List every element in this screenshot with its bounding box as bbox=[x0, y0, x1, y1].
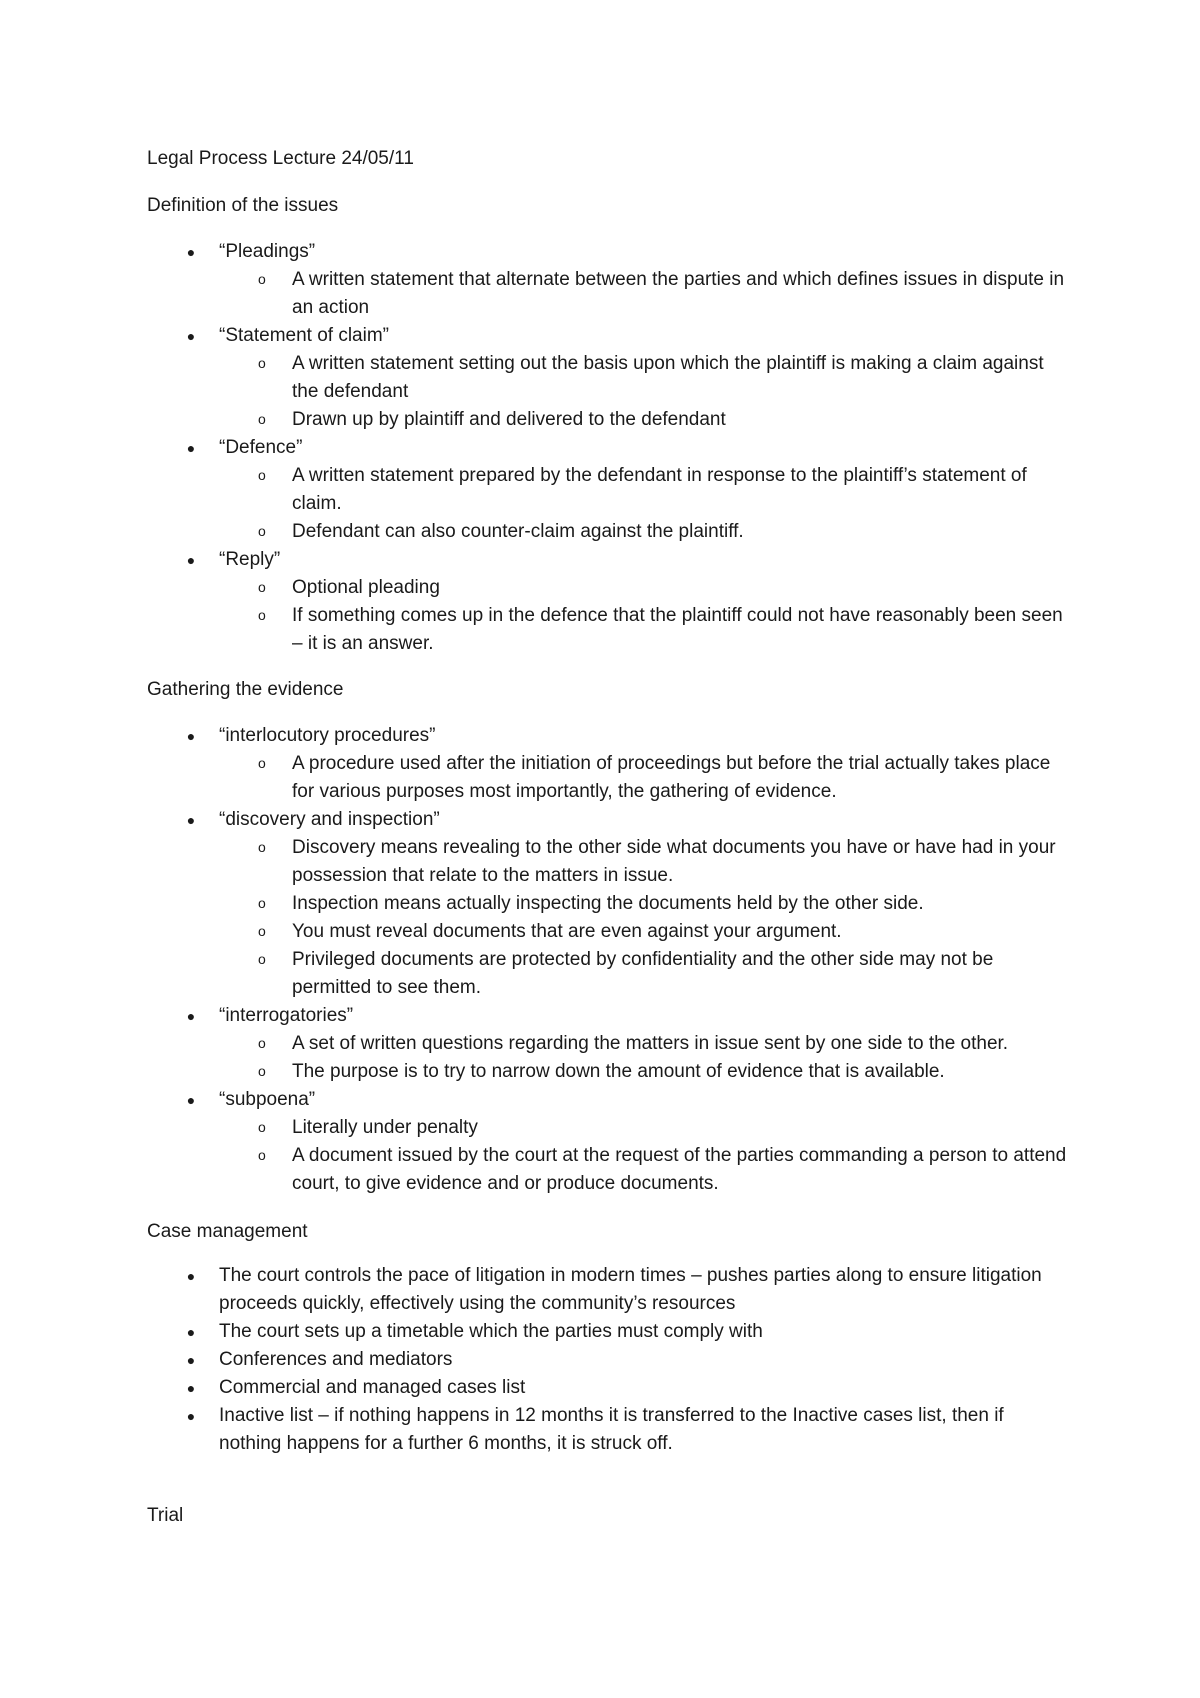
list-item bbox=[0, 1346, 1200, 1374]
circle-bullet-icon: o bbox=[258, 951, 266, 967]
bullet-icon: ● bbox=[186, 440, 196, 456]
bullet-text: The court controls the pace of litigation in modern times – pushes parties along to ensure litigation proceeds quickly, effectively using the community’s resources bbox=[219, 1265, 1042, 1314]
sub-list-item bbox=[0, 1058, 1200, 1086]
sub-list-item bbox=[0, 834, 1200, 890]
sub-item-text: Inspection means actually inspecting the documents held by the other side. bbox=[292, 893, 924, 914]
bullet-row bbox=[0, 1262, 1200, 1318]
sub-item-text: A document issued by the court at the request of the parties commanding a person to attend court, to give evidence and or produce documents. bbox=[292, 1145, 1067, 1194]
bullet-row bbox=[0, 322, 1200, 350]
bullet-row bbox=[0, 546, 1200, 574]
circle-bullet-icon: o bbox=[258, 839, 266, 855]
bullet-icon: ● bbox=[186, 1380, 196, 1396]
section-list bbox=[0, 722, 1200, 1198]
sub-list-item bbox=[0, 266, 1200, 322]
circle-bullet-icon: o bbox=[258, 1035, 266, 1051]
circle-bullet-icon: o bbox=[258, 579, 266, 595]
sub-list bbox=[0, 1030, 1200, 1086]
sub-list-item bbox=[0, 350, 1200, 406]
list-item bbox=[0, 322, 1200, 434]
bullet-text: “Reply” bbox=[219, 549, 281, 570]
sub-item-text: If something comes up in the defence that the plaintiff could not have reasonably been seen – it is an answer. bbox=[292, 605, 1063, 654]
bullet-icon: ● bbox=[186, 1324, 196, 1340]
circle-bullet-icon: o bbox=[258, 895, 266, 911]
bullet-icon: ● bbox=[186, 1408, 196, 1424]
sub-list bbox=[0, 574, 1200, 658]
bullet-row bbox=[0, 434, 1200, 462]
sub-item-text: You must reveal documents that are even against your argument. bbox=[292, 921, 842, 942]
section-heading: Gathering the evidence bbox=[147, 679, 344, 700]
sub-list-item bbox=[0, 1114, 1200, 1142]
circle-bullet-icon: o bbox=[258, 755, 266, 771]
list-item bbox=[0, 722, 1200, 806]
sub-list bbox=[0, 462, 1200, 546]
bullet-icon: ● bbox=[186, 1268, 196, 1284]
sub-list-item bbox=[0, 890, 1200, 918]
list-item bbox=[0, 434, 1200, 546]
list-item bbox=[0, 806, 1200, 1002]
bullet-row bbox=[0, 1086, 1200, 1114]
bullet-text: “interrogatories” bbox=[219, 1005, 354, 1026]
bullet-row bbox=[0, 1318, 1200, 1346]
bullet-icon: ● bbox=[186, 1008, 196, 1024]
list-item bbox=[0, 1086, 1200, 1198]
sub-list-item bbox=[0, 946, 1200, 1002]
bullet-text: Conferences and mediators bbox=[219, 1349, 453, 1370]
section-list bbox=[0, 1262, 1200, 1458]
sub-item-text: Drawn up by plaintiff and delivered to the defendant bbox=[292, 409, 726, 430]
circle-bullet-icon: o bbox=[258, 1147, 266, 1163]
sub-list bbox=[0, 266, 1200, 322]
circle-bullet-icon: o bbox=[258, 923, 266, 939]
bullet-text: “interlocutory procedures” bbox=[219, 725, 436, 746]
bullet-row bbox=[0, 806, 1200, 834]
sub-item-text: Privileged documents are protected by confidentiality and the other side may not be permitted to see them. bbox=[292, 949, 994, 998]
sub-item-text: A procedure used after the initiation of proceedings but before the trial actually takes place for various purposes most importantly, the gathering of evidence. bbox=[292, 753, 1051, 802]
section-heading: Definition of the issues bbox=[147, 195, 339, 216]
bullet-text: “discovery and inspection” bbox=[219, 809, 440, 830]
bullet-icon: ● bbox=[186, 1352, 196, 1368]
bullet-row bbox=[0, 1374, 1200, 1402]
list-item bbox=[0, 546, 1200, 658]
circle-bullet-icon: o bbox=[258, 411, 266, 427]
sub-item-text: A set of written questions regarding the matters in issue sent by one side to the other. bbox=[292, 1033, 1009, 1054]
list-item bbox=[0, 238, 1200, 322]
sub-item-text: The purpose is to try to narrow down the amount of evidence that is available. bbox=[292, 1061, 945, 1082]
bullet-icon: ● bbox=[186, 552, 196, 568]
sub-list-item bbox=[0, 602, 1200, 658]
sub-item-text: A written statement that alternate between the parties and which defines issues in dispute in an action bbox=[292, 269, 1065, 318]
sub-list-item bbox=[0, 1030, 1200, 1058]
list-item bbox=[0, 1318, 1200, 1346]
list-item bbox=[0, 1374, 1200, 1402]
bullet-text: “subpoena” bbox=[219, 1089, 316, 1110]
circle-bullet-icon: o bbox=[258, 467, 266, 483]
bullet-text: “Statement of claim” bbox=[219, 325, 389, 346]
circle-bullet-icon: o bbox=[258, 523, 266, 539]
sub-item-text: Optional pleading bbox=[292, 577, 440, 598]
section-list bbox=[0, 238, 1200, 658]
bullet-row bbox=[0, 1002, 1200, 1030]
circle-bullet-icon: o bbox=[258, 607, 266, 623]
sub-list-item bbox=[0, 406, 1200, 434]
bullet-text: “Pleadings” bbox=[219, 241, 316, 262]
sub-item-text: Literally under penalty bbox=[292, 1117, 478, 1138]
sub-list-item bbox=[0, 918, 1200, 946]
bullet-icon: ● bbox=[186, 328, 196, 344]
bullet-row bbox=[0, 1402, 1200, 1458]
sub-list bbox=[0, 1114, 1200, 1198]
sub-item-text: A written statement setting out the basis upon which the plaintiff is making a claim against the defendant bbox=[292, 353, 1044, 402]
section-heading: Case management bbox=[147, 1221, 308, 1242]
bullet-text: Commercial and managed cases list bbox=[219, 1377, 526, 1398]
circle-bullet-icon: o bbox=[258, 1063, 266, 1079]
sub-item-text: A written statement prepared by the defendant in response to the plaintiff’s statement of claim. bbox=[292, 465, 1027, 514]
sub-list bbox=[0, 750, 1200, 806]
sub-list-item bbox=[0, 462, 1200, 518]
list-item bbox=[0, 1262, 1200, 1318]
bullet-row bbox=[0, 238, 1200, 266]
sub-list-item bbox=[0, 1142, 1200, 1198]
document-title: Legal Process Lecture 24/05/11 bbox=[147, 148, 414, 169]
bullet-icon: ● bbox=[186, 1092, 196, 1108]
circle-bullet-icon: o bbox=[258, 355, 266, 371]
bullet-row bbox=[0, 1346, 1200, 1374]
circle-bullet-icon: o bbox=[258, 1119, 266, 1135]
sub-list bbox=[0, 350, 1200, 434]
bullet-icon: ● bbox=[186, 812, 196, 828]
bullet-icon: ● bbox=[186, 244, 196, 260]
bullet-text: Inactive list – if nothing happens in 12 months it is transferred to the Inactive cases list, then if nothing happens for a further 6 months, it is struck off. bbox=[219, 1405, 1004, 1454]
list-item bbox=[0, 1002, 1200, 1086]
bullet-row bbox=[0, 722, 1200, 750]
sub-list-item bbox=[0, 574, 1200, 602]
sub-list bbox=[0, 834, 1200, 1002]
bullet-text: The court sets up a timetable which the parties must comply with bbox=[219, 1321, 763, 1342]
list-item bbox=[0, 1402, 1200, 1458]
section-heading: Trial bbox=[147, 1505, 184, 1526]
sub-list-item bbox=[0, 750, 1200, 806]
sub-list-item bbox=[0, 518, 1200, 546]
circle-bullet-icon: o bbox=[258, 271, 266, 287]
sub-item-text: Discovery means revealing to the other side what documents you have or have had in your possession that relate to the matters in issue. bbox=[292, 837, 1056, 886]
bullet-icon: ● bbox=[186, 728, 196, 744]
bullet-text: “Defence” bbox=[219, 437, 303, 458]
sub-item-text: Defendant can also counter-claim against the plaintiff. bbox=[292, 521, 744, 542]
